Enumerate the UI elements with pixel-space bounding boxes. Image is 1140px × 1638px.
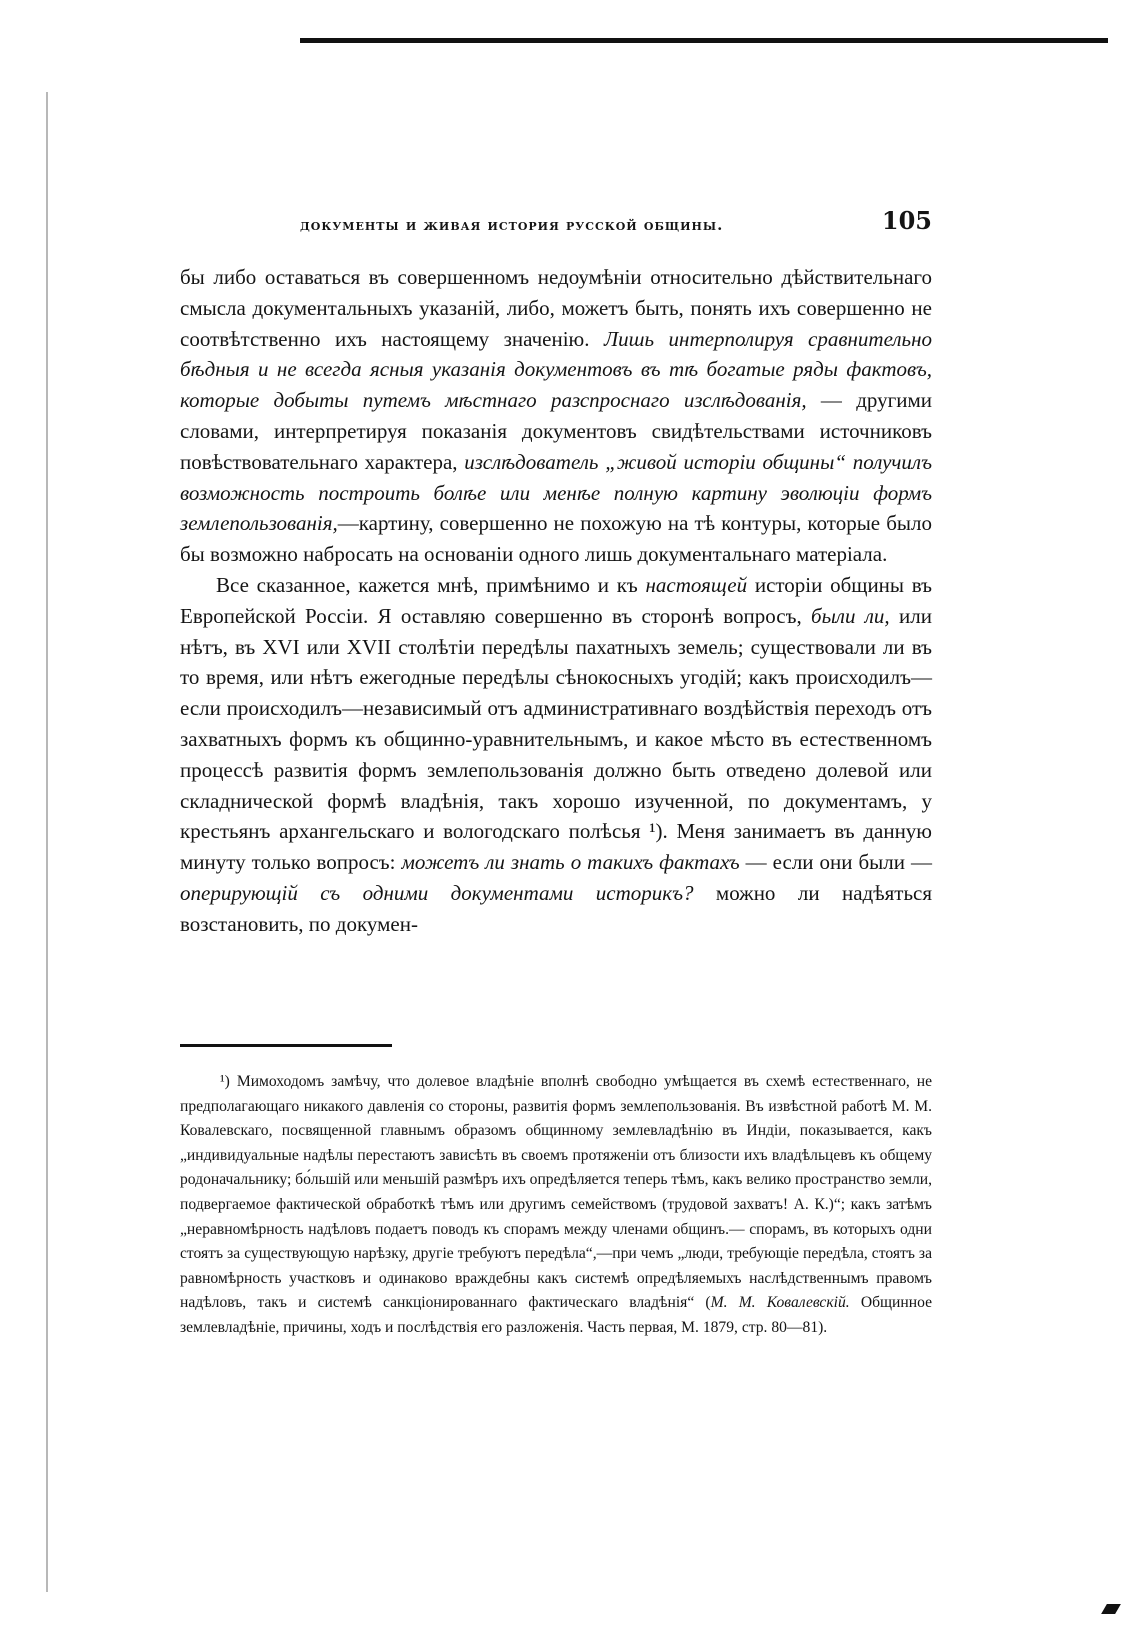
page-number: 105 [881,206,932,235]
text-run-italic: изслѣдователь „живой исторіи общины“ получилъ возможность построить болѣе или менѣе полную картину эволюціи формъ землепользованія, [180,449,932,536]
scan-corner-mark [1101,1604,1121,1614]
text-run-italic: Лишь интерполируя сравнительно бѣдныя и не всегда ясныя указанія документовъ въ тѣ богатые ряды фактовъ, которые добыты путемъ мѣстнаго разспроснаго изслѣдованія, [180,326,932,413]
top-rule [300,38,1108,43]
text-run-italic: были ли, [811,603,890,628]
text-run: или нѣтъ, въ XVI или XVII столѣтіи передѣлы пахатныхъ земель; существовали ли въ то время, или нѣтъ ежегодные передѣлы сѣнокосныхъ угодій; какъ происходилъ—если происходилъ—независимый отъ административнаго воздѣйствія переходъ отъ захватныхъ формъ къ общинно-уравнительнымъ, и какое мѣсто въ естественномъ процессѣ развитія формъ землепользованія должно быть отведено долевой или складнической формѣ владѣнія, такъ хорошо изученной, по документамъ, у крестьянъ архангельскаго и вологодскаго полѣсья ¹). Меня занимаетъ въ данную минуту только вопросъ: [180,603,932,875]
text-run: исторіи общины въ Европейской Россіи. Я оставляю совершенно въ сторонѣ вопросъ, [180,572,933,628]
footnote-run-italic: М. М. Ковалевскій. [710,1294,850,1312]
text-run: —картину, совершенно не похожую на тѣ контуры, которые было бы возможно набросать на основаніи одного лишь документальнаго матеріала. [180,511,932,567]
footnote-paragraph [180,1070,932,1341]
footnote [180,1070,932,1341]
text-run-italic: можетъ ли знать о такихъ фактахъ [401,850,740,875]
text-run: можно ли надѣяться возстановить, по докумен- [180,880,932,936]
footnote-run: Общинное землевладѣніе, причины, ходъ и послѣдствія его разложенія. Часть первая, М. 1879, стр. 80—81). [180,1294,932,1336]
text-run: — если они были — [739,850,932,875]
paragraph-1 [180,262,932,570]
text-run: бы либо оставаться въ совершенномъ недоумѣніи относительно дѣйствительнаго смысла документальныхъ указаній, либо, можетъ быть, понять ихъ совершенно не соотвѣтственно ихъ настоящему значенію. [180,265,932,351]
text-run: Все сказанное, кажется мнѣ, примѣнимо и къ [216,572,646,597]
page-header [180,206,932,246]
body-text [180,262,932,940]
text-run: — другими словами, интерпретируя показанія документовъ свидѣтельствами источниковъ повѣствовательнаго характера, [180,388,932,474]
paragraph-2 [180,570,932,940]
text-run-italic: оперирующій съ одними документами историкъ? [180,880,694,905]
footnote-run: ¹) Мимоходомъ замѣчу, что долевое владѣніе вполнѣ свободно умѣщается въ схемѣ естественнаго, не предполагающаго никакого давленія со стороны, развитія формъ землепользованія. Въ извѣстной работѣ М. М. Ковалевскаго, посвященной главнымъ образомъ общинному землевладѣнію въ Индіи, показывается, какъ „индивидуальные надѣлы перестаютъ зависѣть въ своемъ протяженіи отъ близости ихъ владѣльцевъ къ общему родоначальнику; бо́льшій или меньшій размѣръ ихъ опредѣляется теперь тѣмъ, какъ велико пространство земли, подвергаемое фактической обработкѣ тѣмъ или другимъ семействомъ (трудовой захватъ! А. К.)“; какъ затѣмъ „неравномѣрность надѣловъ подаетъ поводъ къ спорамъ между членами общинъ.— спорамъ, въ которыхъ одни стоятъ за существующую нарѣзку, другіе требуютъ передѣла“,—при чемъ „люди, требующіе передѣла, стоятъ за равномѣрность участковъ и одинаково враждебны какъ системѣ опредѣляемыхъ наслѣдственнымъ правомъ надѣловъ, такъ и системѣ санкціонированнаго фактическаго владѣнія“ ( [180,1073,932,1312]
text-run-italic: настоящей [645,572,748,597]
footnote-rule [180,1044,392,1047]
page-margin-line [46,92,48,1592]
running-title: документы и живая история русской общины. [300,216,724,234]
